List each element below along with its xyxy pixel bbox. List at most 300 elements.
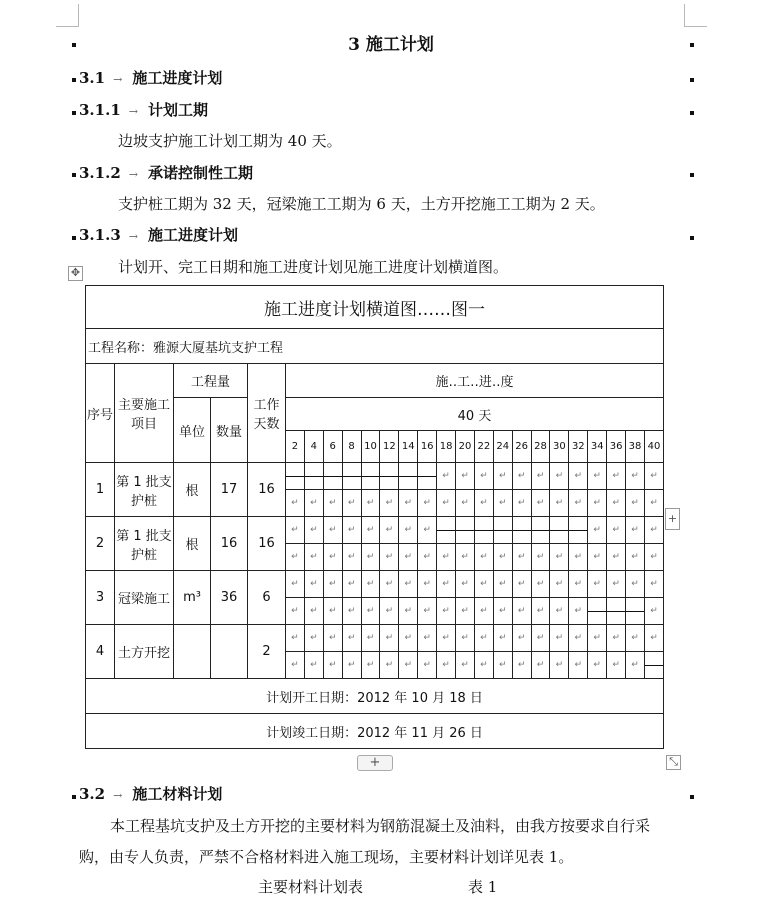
timeline-cell	[456, 544, 475, 571]
timeline-cell	[418, 571, 437, 598]
cell-return-mark: ↵	[536, 660, 545, 670]
timeline-cell	[437, 490, 456, 517]
timeline-cell	[626, 517, 645, 544]
timeline-cell	[588, 544, 607, 571]
cell-return-mark: ↵	[366, 552, 375, 562]
paragraph-marker	[690, 173, 694, 177]
cell-return-mark: ↵	[310, 660, 318, 670]
cell-return-mark: ↵	[461, 471, 469, 481]
cell-return-mark: ↵	[498, 552, 507, 562]
cell-return-mark: ↵	[498, 606, 507, 616]
cell-return-mark: ↵	[461, 660, 469, 670]
cell-return-mark: ↵	[517, 498, 526, 508]
timeline-cell	[644, 571, 663, 598]
table-row	[86, 625, 664, 652]
row-seq: 1	[86, 463, 115, 517]
day-tick-label: 14	[399, 431, 418, 463]
cell-return-mark: ↵	[310, 525, 318, 535]
gantt-table-container	[85, 285, 664, 754]
cell-return-mark: ↵	[480, 606, 488, 616]
timeline-cell	[323, 490, 342, 517]
paragraph-marker	[690, 43, 694, 47]
cell-return-mark: ↵	[612, 579, 620, 589]
cell-return-mark: ↵	[631, 525, 639, 535]
cell-return-mark: ↵	[517, 606, 526, 616]
timeline-cell	[399, 625, 418, 652]
timeline-cell	[399, 652, 418, 679]
day-tick-label: 26	[512, 431, 531, 463]
schedule-bar-segment	[305, 476, 323, 477]
timeline-cell	[588, 490, 607, 517]
header-days: 工作天数	[248, 364, 286, 463]
cell-return-mark: ↵	[347, 633, 356, 643]
cell-return-mark: ↵	[593, 579, 601, 589]
timeline-cell	[286, 652, 305, 679]
timeline-cell	[380, 544, 399, 571]
cell-return-mark: ↵	[555, 633, 564, 643]
timeline-cell	[550, 463, 569, 490]
cell-return-mark: ↵	[291, 498, 299, 508]
row-qty: 17	[211, 463, 248, 517]
timeline-cell	[456, 652, 475, 679]
timeline-cell	[418, 463, 437, 490]
cell-return-mark: ↵	[385, 525, 394, 535]
cell-return-mark: ↵	[574, 498, 583, 508]
timeline-cell	[304, 463, 323, 490]
timeline-cell	[531, 517, 550, 544]
timeline-cell	[550, 571, 569, 598]
timeline-cell	[399, 571, 418, 598]
project-name: 工程名称：雅源大厦基坑支护工程	[86, 329, 664, 364]
timeline-cell	[607, 517, 626, 544]
heading-3-1-2: 3.1.2 → 承诺控制性工期	[79, 164, 253, 182]
day-tick-label: 10	[361, 431, 380, 463]
cell-return-mark: ↵	[631, 660, 639, 670]
timeline-cell	[531, 652, 550, 679]
row-unit: 根	[174, 463, 211, 517]
timeline-cell	[456, 490, 475, 517]
cell-return-mark: ↵	[328, 579, 337, 589]
paragraph-marker	[72, 78, 76, 82]
timeline-cell	[342, 490, 361, 517]
heading-3-1-3: 3.1.3 → 施工进度计划	[79, 226, 238, 244]
timeline-cell	[361, 490, 380, 517]
timeline-cell	[399, 517, 418, 544]
timeline-cell	[474, 463, 493, 490]
cell-return-mark: ↵	[442, 660, 450, 670]
timeline-cell	[569, 625, 588, 652]
cell-return-mark: ↵	[631, 579, 639, 589]
timeline-cell	[588, 652, 607, 679]
timeline-cell	[418, 490, 437, 517]
timeline-cell	[626, 463, 645, 490]
row-qty: 16	[211, 517, 248, 571]
cell-return-mark: ↵	[480, 471, 488, 481]
cell-return-mark: ↵	[517, 660, 526, 670]
timeline-cell	[361, 625, 380, 652]
timeline-cell	[550, 544, 569, 571]
add-row-button[interactable]: +	[357, 755, 393, 771]
table-resize-handle[interactable]: ⤡	[666, 755, 681, 770]
cell-return-mark: ↵	[536, 606, 545, 616]
timeline-cell	[342, 625, 361, 652]
header-seq: 序号	[86, 364, 115, 463]
schedule-bar-segment	[362, 476, 380, 477]
timeline-cell	[399, 544, 418, 571]
timeline-cell	[512, 598, 531, 625]
timeline-cell	[474, 571, 493, 598]
timeline-cell	[588, 571, 607, 598]
cell-return-mark: ↵	[517, 552, 526, 562]
schedule-bar-segment	[418, 476, 436, 477]
timeline-cell	[644, 517, 663, 544]
cell-return-mark: ↵	[385, 633, 394, 643]
timeline-cell	[418, 625, 437, 652]
cell-return-mark: ↵	[328, 660, 337, 670]
timeline-cell	[607, 544, 626, 571]
day-tick-label: 24	[493, 431, 512, 463]
cell-return-mark: ↵	[461, 606, 469, 616]
timeline-cell	[456, 625, 475, 652]
timeline-cell	[342, 544, 361, 571]
timeline-cell	[644, 463, 663, 490]
timeline-cell	[342, 571, 361, 598]
paragraph-marker	[72, 111, 76, 115]
cell-return-mark: ↵	[555, 471, 564, 481]
timeline-cell	[531, 490, 550, 517]
day-tick-label: 40	[644, 431, 663, 463]
schedule-bar-segment	[550, 530, 568, 531]
timeline-cell	[626, 625, 645, 652]
cell-return-mark: ↵	[480, 579, 488, 589]
heading-3-1: 3.1 → 施工进度计划	[79, 69, 223, 87]
day-tick-label: 6	[323, 431, 342, 463]
cell-return-mark: ↵	[310, 498, 318, 508]
paragraph-marker	[72, 173, 76, 177]
timeline-cell	[286, 490, 305, 517]
timeline-cell	[531, 598, 550, 625]
cell-return-mark: ↵	[385, 606, 394, 616]
timeline-cell	[550, 598, 569, 625]
cell-return-mark: ↵	[366, 498, 375, 508]
timeline-cell	[361, 544, 380, 571]
paragraph-marker	[72, 43, 76, 47]
cell-return-mark: ↵	[498, 660, 507, 670]
timeline-cell	[456, 517, 475, 544]
day-tick-label: 8	[342, 431, 361, 463]
cell-return-mark: ↵	[310, 552, 318, 562]
timeline-cell	[380, 571, 399, 598]
timeline-cell	[531, 571, 550, 598]
schedule-bar-segment	[494, 530, 512, 531]
timeline-cell	[437, 625, 456, 652]
timeline-cell	[437, 598, 456, 625]
row-days: 6	[248, 571, 286, 625]
timeline-cell	[437, 544, 456, 571]
header-qty-group: 工程量	[174, 364, 248, 398]
timeline-cell	[474, 598, 493, 625]
cell-return-mark: ↵	[291, 552, 299, 562]
timeline-cell	[456, 463, 475, 490]
timeline-cell	[380, 490, 399, 517]
cell-return-mark: ↵	[612, 471, 620, 481]
timeline-cell	[569, 463, 588, 490]
cell-return-mark: ↵	[442, 606, 450, 616]
table-move-handle[interactable]: ✥	[68, 266, 83, 281]
timeline-cell	[644, 598, 663, 625]
cell-return-mark: ↵	[555, 579, 564, 589]
cell-return-mark: ↵	[574, 471, 583, 481]
row-days: 16	[248, 463, 286, 517]
timeline-cell	[626, 598, 645, 625]
day-tick-label: 4	[304, 431, 323, 463]
timeline-cell	[342, 598, 361, 625]
cell-return-mark: ↵	[404, 552, 413, 562]
timeline-cell	[437, 652, 456, 679]
timeline-cell	[607, 625, 626, 652]
cell-return-mark: ↵	[498, 579, 507, 589]
cell-return-mark: ↵	[310, 633, 318, 643]
cell-return-mark: ↵	[291, 633, 299, 643]
timeline-cell	[380, 463, 399, 490]
timeline-cell	[399, 490, 418, 517]
cell-return-mark: ↵	[328, 525, 337, 535]
schedule-bar-segment	[607, 611, 625, 612]
cell-return-mark: ↵	[442, 471, 450, 481]
timeline-cell	[304, 544, 323, 571]
cell-return-mark: ↵	[536, 579, 545, 589]
cell-return-mark: ↵	[574, 660, 583, 670]
cell-return-mark: ↵	[442, 633, 450, 643]
timeline-cell	[380, 652, 399, 679]
timeline-cell	[286, 571, 305, 598]
timeline-cell	[286, 517, 305, 544]
schedule-bar-segment	[399, 476, 417, 477]
cell-return-mark: ↵	[404, 660, 413, 670]
row-item: 第 1 批支护桩	[115, 463, 174, 517]
cell-return-mark: ↵	[404, 633, 413, 643]
timeline-cell	[399, 598, 418, 625]
timeline-cell	[361, 517, 380, 544]
cell-return-mark: ↵	[291, 579, 299, 589]
timeline-cell	[512, 571, 531, 598]
day-tick-label: 22	[474, 431, 493, 463]
cell-return-mark: ↵	[423, 525, 431, 535]
cell-return-mark: ↵	[328, 498, 337, 508]
timeline-cell	[493, 490, 512, 517]
row-unit: m³	[174, 571, 211, 625]
cell-return-mark: ↵	[498, 633, 507, 643]
timeline-cell	[493, 625, 512, 652]
plan-start-date: 计划开工日期：2012 年 10 月 18 日	[86, 679, 664, 714]
cell-return-mark: ↵	[650, 552, 658, 562]
timeline-cell	[644, 652, 663, 679]
cell-return-mark: ↵	[612, 498, 620, 508]
schedule-bar-segment	[456, 530, 474, 531]
cell-return-mark: ↵	[310, 606, 318, 616]
cell-return-mark: ↵	[650, 579, 658, 589]
timeline-cell	[456, 571, 475, 598]
timeline-cell	[644, 490, 663, 517]
timeline-cell	[323, 571, 342, 598]
timeline-cell	[626, 490, 645, 517]
cell-return-mark: ↵	[366, 525, 375, 535]
timeline-cell	[437, 463, 456, 490]
header-total-duration: 40 天	[286, 398, 664, 431]
row-item: 冠梁施工	[115, 571, 174, 625]
cell-return-mark: ↵	[498, 498, 507, 508]
cell-return-mark: ↵	[423, 579, 431, 589]
timeline-cell	[437, 517, 456, 544]
timeline-cell	[607, 463, 626, 490]
schedule-bar-segment	[324, 476, 342, 477]
add-column-button[interactable]: +	[665, 508, 680, 530]
timeline-cell	[626, 544, 645, 571]
table-row	[86, 517, 664, 544]
timeline-cell	[569, 571, 588, 598]
cell-return-mark: ↵	[423, 660, 431, 670]
cell-return-mark: ↵	[347, 660, 356, 670]
day-tick-label: 36	[607, 431, 626, 463]
timeline-cell	[342, 463, 361, 490]
timeline-cell	[550, 625, 569, 652]
row-qty: 36	[211, 571, 248, 625]
cell-return-mark: ↵	[555, 660, 564, 670]
cell-return-mark: ↵	[593, 471, 601, 481]
timeline-cell	[588, 598, 607, 625]
schedule-bar-segment	[437, 530, 455, 531]
cell-return-mark: ↵	[498, 471, 507, 481]
timeline-cell	[323, 625, 342, 652]
timeline-cell	[399, 463, 418, 490]
timeline-cell	[626, 652, 645, 679]
cell-return-mark: ↵	[291, 606, 299, 616]
cell-return-mark: ↵	[461, 633, 469, 643]
cell-return-mark: ↵	[404, 498, 413, 508]
cell-return-mark: ↵	[366, 606, 375, 616]
cell-return-mark: ↵	[593, 552, 601, 562]
timeline-cell	[588, 625, 607, 652]
timeline-cell	[304, 517, 323, 544]
timeline-cell	[550, 517, 569, 544]
paragraph-marker	[690, 78, 694, 82]
cell-return-mark: ↵	[574, 633, 583, 643]
timeline-cell	[304, 652, 323, 679]
row-unit	[174, 625, 211, 679]
timeline-cell	[588, 517, 607, 544]
cell-return-mark: ↵	[480, 660, 488, 670]
timeline-cell	[512, 652, 531, 679]
timeline-cell	[286, 544, 305, 571]
cell-return-mark: ↵	[404, 579, 413, 589]
timeline-cell	[531, 625, 550, 652]
cell-return-mark: ↵	[442, 579, 450, 589]
timeline-cell	[569, 652, 588, 679]
timeline-cell	[418, 598, 437, 625]
paragraph-marker	[690, 795, 694, 799]
timeline-cell	[607, 598, 626, 625]
cell-return-mark: ↵	[461, 579, 469, 589]
cell-return-mark: ↵	[631, 552, 639, 562]
cell-return-mark: ↵	[593, 660, 601, 670]
cell-return-mark: ↵	[347, 498, 356, 508]
paragraph-3-1-1: 边坡支护施工计划工期为 40 天。	[118, 132, 342, 150]
day-tick-label: 16	[418, 431, 437, 463]
schedule-bar-segment	[532, 530, 550, 531]
cell-return-mark: ↵	[328, 633, 337, 643]
cell-return-mark: ↵	[291, 660, 299, 670]
cell-return-mark: ↵	[650, 606, 658, 616]
timeline-cell	[569, 490, 588, 517]
timeline-cell	[588, 463, 607, 490]
timeline-cell	[512, 490, 531, 517]
schedule-bar-segment	[475, 530, 493, 531]
row-days: 16	[248, 517, 286, 571]
header-item: 主要施工项目	[115, 364, 174, 463]
cell-return-mark: ↵	[347, 606, 356, 616]
cell-return-mark: ↵	[536, 633, 545, 643]
cell-return-mark: ↵	[385, 579, 394, 589]
table-row	[86, 463, 664, 490]
timeline-cell	[286, 625, 305, 652]
timeline-cell	[550, 652, 569, 679]
timeline-cell	[323, 652, 342, 679]
timeline-cell	[323, 544, 342, 571]
cell-return-mark: ↵	[650, 471, 658, 481]
timeline-cell	[474, 544, 493, 571]
cell-return-mark: ↵	[631, 498, 639, 508]
cell-return-mark: ↵	[442, 552, 450, 562]
timeline-cell	[512, 544, 531, 571]
timeline-cell	[456, 598, 475, 625]
table-1-caption: 主要材料计划表 表 1	[258, 878, 498, 896]
cell-return-mark: ↵	[366, 633, 375, 643]
timeline-cell	[569, 598, 588, 625]
cell-return-mark: ↵	[328, 552, 337, 562]
cell-return-mark: ↵	[461, 552, 469, 562]
chapter-title: 3 施工计划	[348, 35, 434, 55]
cell-return-mark: ↵	[555, 606, 564, 616]
timeline-cell	[304, 625, 323, 652]
day-tick-label: 28	[531, 431, 550, 463]
cell-return-mark: ↵	[612, 525, 620, 535]
day-tick-label: 20	[456, 431, 475, 463]
schedule-bar-segment	[645, 665, 663, 666]
cell-return-mark: ↵	[291, 525, 299, 535]
cell-return-mark: ↵	[461, 498, 469, 508]
timeline-cell	[644, 544, 663, 571]
row-qty	[211, 625, 248, 679]
cell-return-mark: ↵	[404, 606, 413, 616]
timeline-cell	[380, 517, 399, 544]
margin-corner-top-left	[56, 4, 79, 27]
paragraph-marker	[690, 111, 694, 115]
timeline-cell	[286, 598, 305, 625]
cell-return-mark: ↵	[517, 579, 526, 589]
schedule-bar-segment	[380, 476, 398, 477]
timeline-cell	[626, 571, 645, 598]
cell-return-mark: ↵	[480, 633, 488, 643]
cell-return-mark: ↵	[347, 525, 356, 535]
plan-end-date: 计划竣工日期：2012 年 11 月 26 日	[86, 714, 664, 749]
paragraph-3-1-2: 支护桩工期为 32 天，冠梁施工工期为 6 天，土方开挖施工工期为 2 天。	[118, 195, 605, 213]
cell-return-mark: ↵	[423, 633, 431, 643]
cell-return-mark: ↵	[612, 660, 620, 670]
cell-return-mark: ↵	[593, 633, 601, 643]
timeline-cell	[493, 544, 512, 571]
cell-return-mark: ↵	[310, 579, 318, 589]
table-title: 施工进度计划横道图‥‥‥图一	[86, 286, 664, 329]
